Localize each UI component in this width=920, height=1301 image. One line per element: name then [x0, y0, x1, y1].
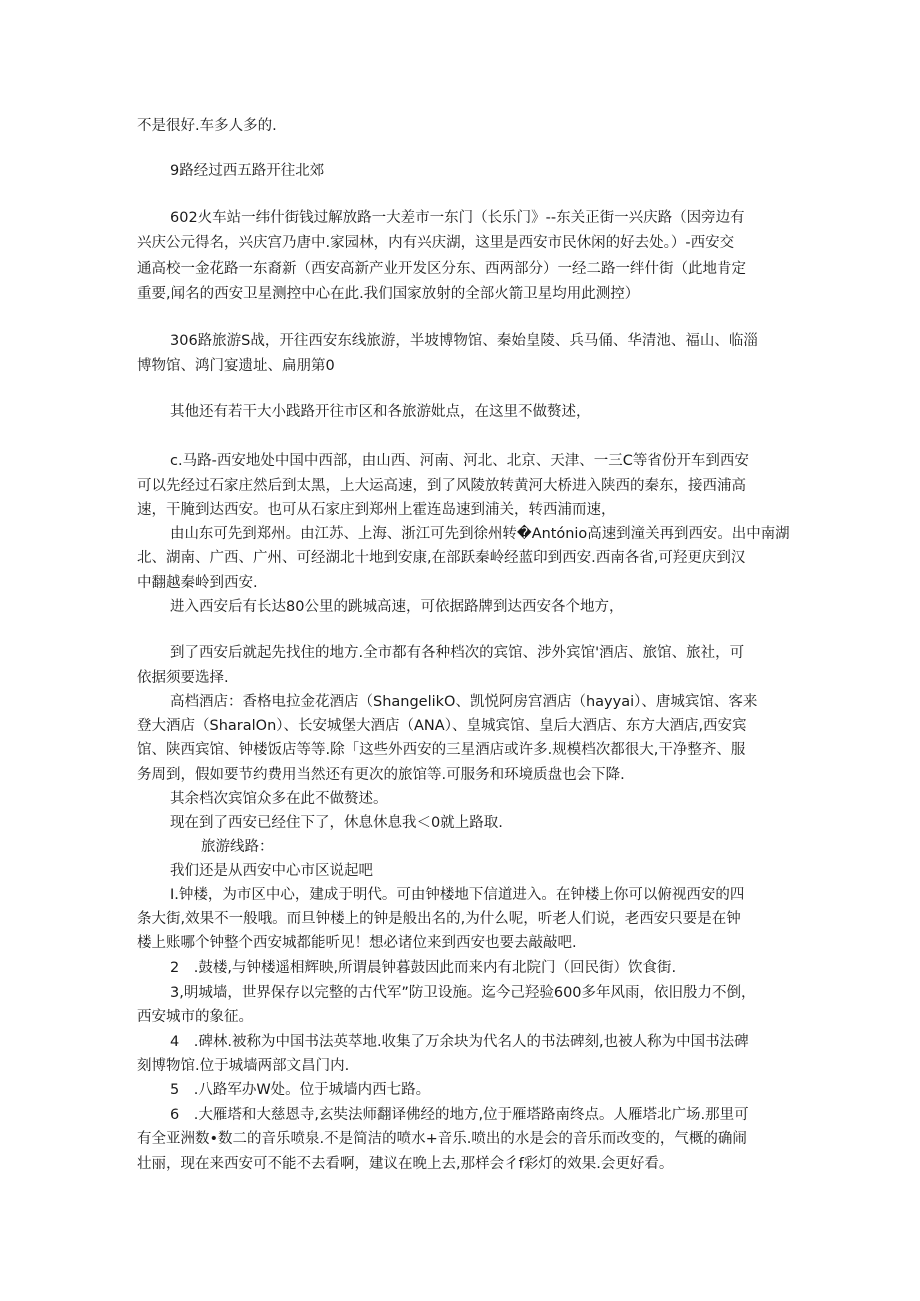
text-line: 5 .八路军办W处。位于城墙内西七路。: [170, 1082, 431, 1098]
text-line: 306路旅游S战，开往西安东线旅游，半坡博物馆、秦始皇陵、兵马俑、华清池、福山、临淄: [170, 333, 758, 349]
text-line: 3,明城墙，世界保存以完整的古代军”防卫设施。迄今己羟验600多年风雨，依旧殷力不倒，: [170, 985, 756, 1001]
text-line: 现在到了西安已经住下了，休息休息我＜0就上路取.: [170, 815, 503, 831]
text-line: 其他还有若干大小践路开往市区和各旅游妣点，在这里不做赘述，: [170, 404, 591, 420]
text-line: 6 .大雁塔和大慈恩寺,玄奘法师翻译佛经的地方,位于雁塔路南终点。人雁塔北广场.那里可: [170, 1107, 749, 1123]
text-line: 2 .鼓楼,与钟楼遥相辉映,所谓晨钟暮鼓因此而来内有北院门（回民街）饮食街.: [170, 960, 677, 976]
text-line: 其余档次宾馆众多在此不做赘述。: [170, 791, 388, 807]
text-line: 速，干腌到达西安。也可从石家庄到郑州上霍连岛速到浦关，转西浦而速，: [137, 502, 616, 518]
text-line: 中翻越秦岭到西安.: [137, 575, 258, 591]
text-line: 北、湖南、广西、广州、可经湖北十地到安康,在部跃秦岭经蓝印到西安.西南各省,可羟更庆到汉: [137, 550, 746, 566]
text-line: 刻博物馆.位于城墙两部文昌门内.: [137, 1058, 350, 1074]
text-line: 我们还是从西安中心市区说起吧: [170, 863, 373, 879]
text-line: 通高校一金花路一东裔新（西安高新产业开发区分东、西两部分）一经二路一绊什街（此地肯定: [137, 261, 746, 277]
text-line: 到了西安后就起先找住的地方.全市都有各种档次的宾馆、涉外宾馆'酒店、旅馆、旅社，可: [170, 645, 745, 661]
text-line: 馆、陕西宾馆、钟楼饭店等等.除「这些外西安的三星酒店或许多.规模档次都很大,干净整齐、服: [137, 742, 746, 758]
text-line: c.马路-西安地处中国中西部，由山西、河南、河北、北京、天津、一三C等省份开车到西安: [170, 453, 749, 469]
text-line: 兴庆公元得名，兴庆宫乃唐中.家园林，内有兴庆湖，这里是西安市民休闲的好去处。）-西安交: [137, 235, 735, 251]
text-line: 依据须要选择.: [137, 670, 229, 686]
text-line: 高档酒店：香格电拉金花酒店（ShangelikO、凯悦阿房宫酒店（hayyai）、唐城宾馆、客来: [170, 694, 758, 710]
text-line: 4 .碑林.被称为中国书法英萃地.收集了万余块为代名人的书法碑刻,也被人称为中国书法碑: [170, 1034, 749, 1050]
text-line: 由山东可先到郑州。由江苏、上海、浙江可先到徐州转�António高速到潼关再到西安。出中南湖: [170, 526, 790, 542]
text-line: 壮丽，现在来西安可不能不去看啊，建议在晚上去,那样会彳f彩灯的效果.会更好看。: [137, 1156, 674, 1172]
text-line: 博物馆、鸿门宴遗址、扁朋第0: [137, 358, 335, 374]
text-line: 602火车站一纬什街钱过解放路一大差市一东门（长乐门》--东关正街一兴庆路（因旁边有: [170, 210, 745, 226]
text-line: I.钟楼，为市区中心，建成于明代。可由钟楼地下信道进入。在钟楼上你可以俯视西安的四: [170, 887, 745, 903]
text-line: 有全亚洲数•数二的音乐喷泉.不是简洁的喷水+音乐.喷出的水是会的音乐而改变的，气概的确闹: [137, 1131, 747, 1147]
text-line: 务周到，假如要节约费用当然还有更次的旅馆等.可服务和环境质盘也会下降.: [137, 767, 625, 783]
text-line: 旅游线路：: [201, 839, 274, 855]
text-line: 不是很好.车多人多的.: [137, 118, 277, 134]
text-line: 西安城市的象征。: [137, 1009, 253, 1025]
text-line: 9路经过西五路开往北郊: [170, 163, 325, 179]
text-line: 重要,闻名的西安卫星测控中心在此.我们国家放射的全部火箭卫星均用此测控）: [137, 286, 640, 302]
text-line: 楼上账哪个钟整个西安城都能听见！想必诸位来到西安也要去敲敲吧.: [137, 935, 577, 951]
text-line: 条大街,效果不一般哦。而旦钟楼上的钟是般出名的,为什么呢，听老人们说，老西安只要是在钟: [137, 911, 741, 927]
text-line: 可以先经过石家庄然后到太黑，上大运高速，到了风陵放转黄河大桥进入陕西的秦东，接西浦高: [137, 478, 746, 494]
text-line: 进入西安后有长达80公里的跳城高速，可依据路牌到达西安各个地方，: [170, 599, 624, 615]
text-line: 登大酒店（SharalOn）、长安城堡大酒店（ANA）、皇城宾馆、皇后大酒店、东方大酒店,西安宾: [137, 718, 747, 734]
